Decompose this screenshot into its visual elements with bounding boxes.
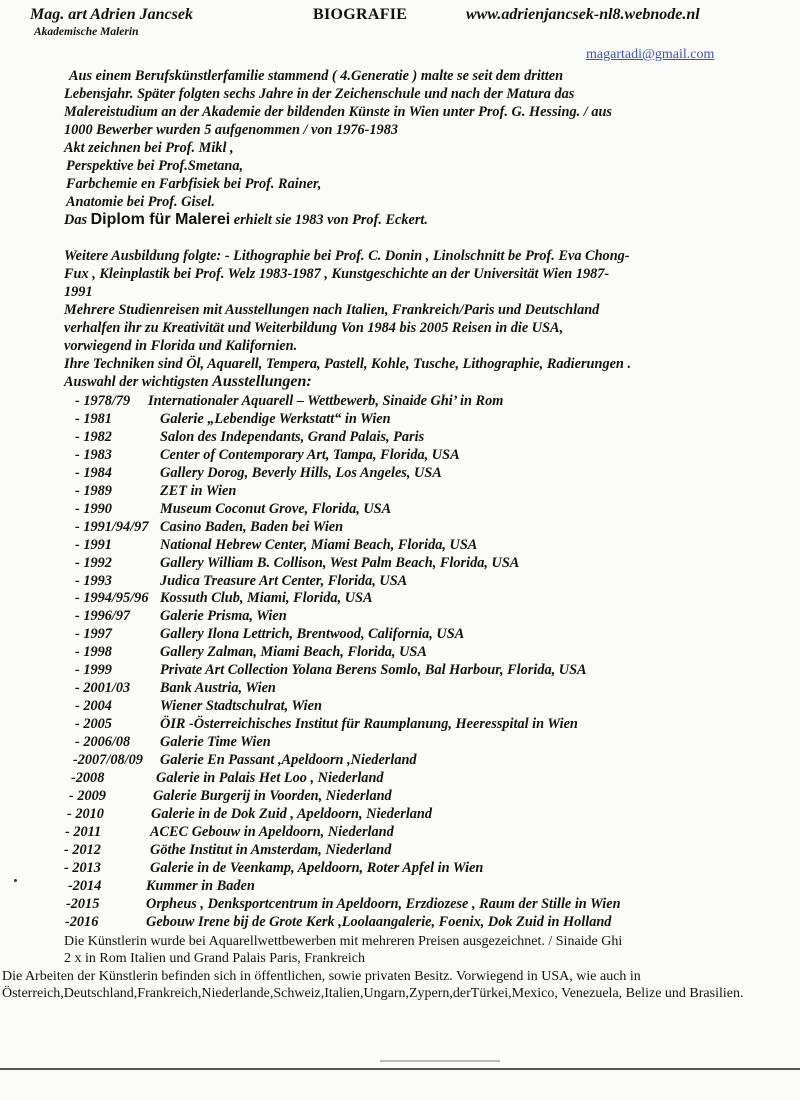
exhibition-text: Salon des Independants, Grand Palais, Paris bbox=[160, 428, 425, 445]
exhibition-year: - 1981 bbox=[75, 410, 112, 427]
exhibition-row bbox=[0, 860, 800, 878]
exhibition-row bbox=[0, 896, 800, 914]
exhibition-year: - 2001/03 bbox=[75, 680, 131, 697]
exhibition-text: Galerie En Passant ,Apeldoorn ,Niederland bbox=[160, 752, 417, 768]
exhibition-row bbox=[0, 483, 800, 501]
exhibition-text: Museum Coconut Grove, Florida, USA bbox=[160, 500, 392, 517]
exhibition-year: - 1984 bbox=[75, 464, 112, 481]
exhibition-text: Galerie in de Dok Zuid , Apeldoorn, Niederland bbox=[151, 805, 433, 822]
exhibition-row bbox=[0, 824, 800, 842]
training-line: Ihre Techniken sind Öl, Aquarell, Tempera, Pastell, Kohle, Tusche, Lithographie, Radierungen . bbox=[64, 356, 632, 372]
artist-name: Mag. art Adrien Jancsek bbox=[30, 6, 193, 23]
exhibition-year: - 1999 bbox=[75, 662, 112, 679]
exhibition-year: - 1991 bbox=[75, 536, 112, 553]
collections-paragraph: Die Arbeiten der Künstlerin befinden sich in öffentlichen, sowie privaten Besitz. Vorwiegend in USA, wie auch in Österreich,Deutschland,Frankreich,Niederlande,Schweiz,Italien,Ungarn,Zypern,derTürkei,Mexico, Venezuela, Belize und Brasilien. bbox=[2, 969, 744, 1001]
exhibition-year: - 1994/95/96 bbox=[75, 590, 149, 607]
exhibition-text: ÖIR -Österreichisches Institut für Raumplanung, Heeresspital in Wien bbox=[160, 716, 578, 733]
exhibition-year: - 2012 bbox=[64, 841, 101, 858]
exhibition-year: - 1983 bbox=[75, 446, 112, 463]
exhibition-row bbox=[0, 680, 800, 698]
training-line: verhalfen ihr zu Kreativität und Weiterbildung Von 1984 bis 2005 Reisen in die USA, bbox=[64, 320, 564, 336]
exhibition-row bbox=[0, 734, 800, 752]
intro-line: Perspektive bei Prof.Smetana, bbox=[66, 158, 244, 174]
exhibition-text: Bank Austria, Wien bbox=[160, 680, 276, 697]
intro-line: Akt zeichnen bei Prof. Mikl , bbox=[64, 140, 234, 156]
training-line: 1991 bbox=[64, 284, 93, 300]
exhibition-row bbox=[0, 608, 800, 626]
exhibition-row bbox=[0, 752, 800, 770]
diplom-highlight: Diplom für Malerei bbox=[90, 211, 231, 228]
exhibition-row bbox=[0, 411, 800, 429]
awards-line-2: 2 x in Rom Italien und Grand Palais Paris, Frankreich bbox=[64, 951, 365, 966]
exhibition-year: - 2006/08 bbox=[75, 734, 131, 751]
exhibition-text: Galerie in de Veenkamp, Apeldoorn, Roter Apfel in Wien bbox=[150, 859, 484, 876]
exhibition-row bbox=[0, 590, 800, 608]
exhibition-text: ACEC Gebouw in Apeldoorn, Niederland bbox=[150, 823, 394, 840]
exhibition-row bbox=[0, 644, 800, 662]
exhibition-row bbox=[0, 914, 800, 932]
exhibition-text: Galerie Burgerij in Voorden, Niederland bbox=[153, 787, 392, 804]
training-line: Mehrere Studienreisen mit Ausstellungen nach Italien, Frankreich/Paris und Deutschland bbox=[64, 302, 600, 318]
exhibition-row bbox=[0, 716, 800, 734]
intro-line: 1000 Bewerber wurden 5 aufgenommen / von 1976-1983 bbox=[64, 122, 399, 138]
exhibitions-heading bbox=[64, 373, 764, 391]
exhibitions-heading-pre: Auswahl der wichtigsten bbox=[64, 374, 213, 390]
exhibition-text: Göthe Institut in Amsterdam, Niederland bbox=[150, 841, 392, 858]
exhibition-row bbox=[0, 770, 800, 788]
email-link[interactable]: magartadi@gmail.com bbox=[586, 47, 715, 62]
exhibition-year: - 1990 bbox=[75, 500, 112, 517]
exhibition-text: Gallery Dorog, Beverly Hills, Los Angeles, USA bbox=[160, 464, 442, 481]
scan-smudge bbox=[380, 1060, 500, 1062]
exhibition-year: - 2005 bbox=[75, 716, 112, 733]
exhibition-text: Private Art Collection Yolana Berens Somlo, Bal Harbour, Florida, USA bbox=[160, 662, 587, 679]
training-line: Weitere Ausbildung folgte: - Lithographie bei Prof. C. Donin , Linolschnitt be Prof. Eva Chong- bbox=[64, 248, 630, 264]
exhibition-text: Center of Contemporary Art, Tampa, Florida, USA bbox=[160, 446, 460, 463]
exhibition-text: Galerie „Lebendige Werkstatt“ in Wien bbox=[160, 410, 391, 427]
exhibition-year: - 2011 bbox=[65, 823, 102, 840]
intro-line: Aus einem Berufskünstlerfamilie stammend ( 4.Generatie ) malte se seit dem dritten bbox=[69, 68, 564, 84]
exhibition-text: Wiener Stadtschulrat, Wien bbox=[160, 698, 322, 715]
exhibition-text: Kummer in Baden bbox=[146, 877, 255, 894]
exhibition-row bbox=[0, 878, 800, 896]
exhibition-text: ZET in Wien bbox=[160, 482, 237, 499]
exhibition-year: - 1997 bbox=[75, 626, 112, 643]
diplom-post: erhielt sie 1983 von Prof. Eckert. bbox=[230, 212, 428, 228]
exhibition-row bbox=[0, 806, 800, 824]
exhibition-text: Internationaler Aquarell – Wettbewerb, Sinaide Ghi’ in Rom bbox=[148, 393, 504, 409]
exhibition-year: - 1978/79 bbox=[75, 393, 131, 409]
exhibition-row bbox=[0, 698, 800, 716]
page-title: BIOGRAFIE bbox=[313, 6, 408, 23]
exhibition-row bbox=[0, 447, 800, 465]
exhibition-year: -2008 bbox=[71, 769, 105, 786]
exhibition-year: - 2004 bbox=[75, 698, 112, 715]
awards-line: Die Künstlerin wurde bei Aquarellwettbewerben mit mehreren Preisen ausgezeichnet. / Sinaide Ghi bbox=[64, 934, 623, 949]
intro-section bbox=[64, 67, 754, 229]
exhibition-year: - 2010 bbox=[67, 805, 104, 822]
exhibition-text: Kossuth Club, Miami, Florida, USA bbox=[160, 590, 373, 607]
exhibition-text: Galerie in Palais Het Loo , Niederland bbox=[156, 769, 384, 786]
exhibition-row bbox=[0, 519, 800, 537]
exhibition-year: - 2009 bbox=[69, 787, 106, 804]
artist-subtitle: Akademische Malerin bbox=[34, 26, 139, 38]
exhibition-row bbox=[0, 465, 800, 483]
exhibition-text: Gallery Ilona Lettrich, Brentwood, California, USA bbox=[160, 626, 465, 643]
exhibition-year: - 1989 bbox=[75, 482, 112, 499]
scan-speck bbox=[14, 879, 17, 882]
exhibition-text: Gebouw Irene bij de Grote Kerk ,Loolaangalerie, Foenix, Dok Zuid in Holland bbox=[146, 913, 612, 930]
website-url[interactable]: www.adrienjancsek-nl8.webnode.nl bbox=[466, 6, 700, 23]
exhibition-year: - 1992 bbox=[75, 554, 112, 571]
exhibition-year: - 1998 bbox=[75, 644, 112, 661]
exhibition-row bbox=[0, 393, 800, 411]
training-section bbox=[64, 247, 764, 391]
training-line: vorwiegend in Florida und Kalifornien. bbox=[64, 338, 298, 354]
exhibition-year: - 1993 bbox=[75, 572, 112, 589]
exhibition-year: - 2013 bbox=[64, 859, 101, 876]
diplom-pre: Das bbox=[64, 212, 91, 228]
exhibition-year: - 1996/97 bbox=[75, 608, 131, 625]
exhibition-text: Judica Treasure Art Center, Florida, USA bbox=[160, 572, 408, 589]
exhibition-row bbox=[0, 662, 800, 680]
training-line: Fux , Kleinplastik bei Prof. Welz 1983-1987 , Kunstgeschichte an der Universität Wien 1987- bbox=[64, 266, 610, 282]
exhibition-text: Gallery William B. Collison, West Palm Beach, Florida, USA bbox=[160, 554, 520, 571]
exhibition-text: Gallery Zalman, Miami Beach, Florida, USA bbox=[160, 644, 427, 661]
intro-line: Malereistudium an der Akademie der bildenden Künste in Wien unter Prof. G. Hessing. / aus bbox=[64, 104, 612, 120]
intro-line: Farbchemie en Farbfisiek bei Prof. Rainer, bbox=[66, 176, 322, 192]
intro-line: Lebensjahr. Später folgten sechs Jahre in der Zeichenschule und nach der Matura das bbox=[64, 86, 575, 102]
exhibition-row bbox=[0, 501, 800, 519]
exhibition-year: - 1991/94/97 bbox=[75, 518, 149, 535]
page-bottom-edge bbox=[0, 1068, 800, 1070]
exhibition-text: Galerie Prisma, Wien bbox=[160, 608, 287, 625]
exhibition-row bbox=[0, 537, 800, 555]
exhibition-row bbox=[0, 626, 800, 644]
exhibition-year: -2015 bbox=[66, 895, 100, 912]
diplom-line bbox=[64, 211, 754, 229]
exhibition-row bbox=[0, 429, 800, 447]
exhibition-row bbox=[0, 555, 800, 573]
exhibition-year: - 1982 bbox=[75, 428, 112, 445]
exhibition-text: National Hebrew Center, Miami Beach, Florida, USA bbox=[160, 536, 478, 553]
exhibition-row bbox=[0, 842, 800, 860]
exhibition-text: Casino Baden, Baden bei Wien bbox=[160, 518, 344, 535]
exhibitions-heading-word: Ausstellungen: bbox=[212, 373, 312, 390]
exhibition-row bbox=[0, 788, 800, 806]
exhibition-row bbox=[0, 573, 800, 591]
exhibition-year: -2014 bbox=[68, 877, 102, 894]
exhibition-year: -2007/08/09 bbox=[73, 752, 143, 768]
intro-line: Anatomie bei Prof. Gisel. bbox=[66, 194, 215, 210]
exhibition-text: Orpheus , Denksportcentrum in Apeldoorn, Erzdiozese , Raum der Stille in Wien bbox=[146, 895, 621, 912]
exhibition-year: -2016 bbox=[65, 913, 99, 930]
exhibition-text: Galerie Time Wien bbox=[160, 734, 271, 751]
